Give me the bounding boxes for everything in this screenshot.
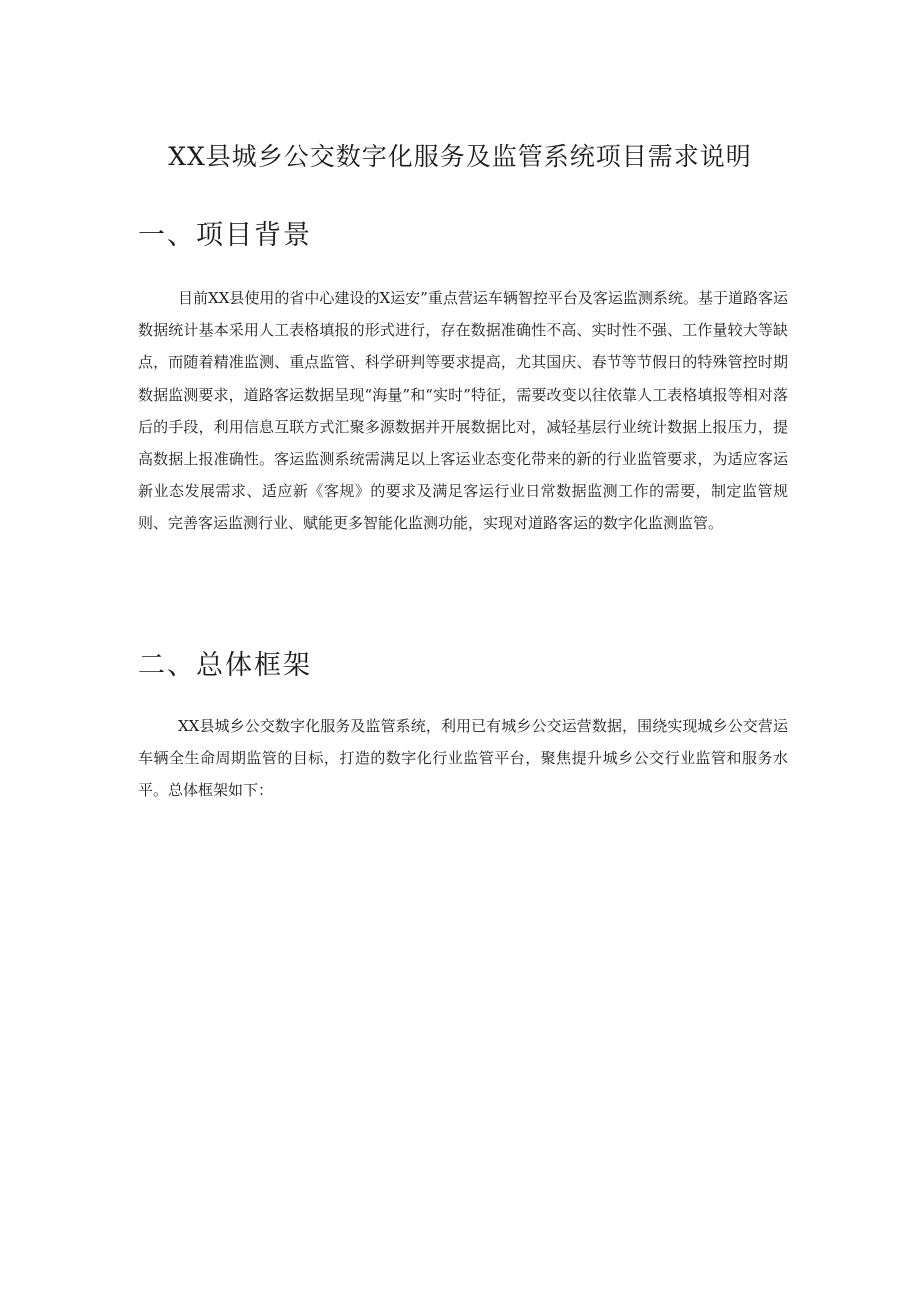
section-paragraph-framework: XX县城乡公交数字化服务及监管系统，利用已有城乡公交运营数据，围绕实现城乡公交营运车辆全生命周期监管的目标，打造的数字化行业监管平台，聚焦提升城乡公交行业监管和服务水平。总体框架如下： bbox=[138, 717, 788, 800]
section-heading-background: 一、项目背景 bbox=[138, 220, 312, 251]
section-paragraph-background: 目前XX县使用的省中心建设的X运安”重点营运车辆智控平台及客运监测系统。基于道路客运数据统计基本采用人工表格填报的形式进行，存在数据准确性不高、实时性不强、工作量较大等缺点，而随着精准监测、重点监管、科学研判等要求提高，尤其国庆、春节等节假日的特殊管控时期数据监测要求，道路客运数据呈现“海量”和“实时”特征，需要改变以往依靠人工表格填报等相对落后的手段，利用信息互联方式汇聚多源数据并开展数据比对，减轻基层行业统计数据上报压力，提高数据上报准确性。客运监测系统需满足以上客运业态变化带来的新的行业监管要求，为适应客运新业态发展需求、适应新《客规》的要求及满足客运行业日常数据监测工作的需要，制定监管规则、完善客运监测行业、赋能更多智能化监测功能，实现对道路客运的数字化监测监管。 bbox=[138, 289, 788, 533]
document-title: XX县城乡公交数字化服务及监管系统项目需求说明 bbox=[168, 142, 752, 171]
section-heading-framework: 二、总体框架 bbox=[138, 650, 312, 681]
